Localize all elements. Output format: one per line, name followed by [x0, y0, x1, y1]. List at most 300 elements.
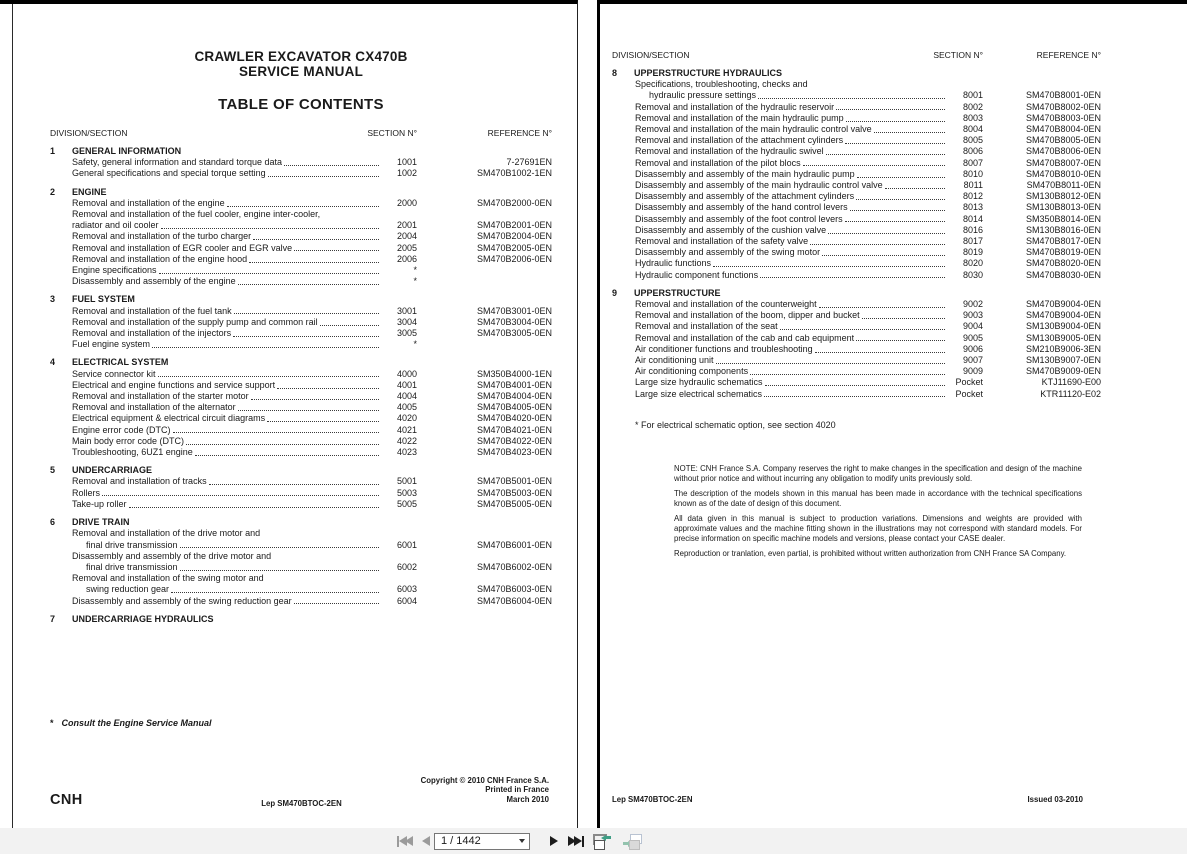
dot-leader [836, 109, 945, 110]
previous-view-button[interactable] [592, 833, 617, 850]
entry-title: hydraulic pressure settings [649, 90, 757, 101]
entry-reference-number: KTJ11690-E00 [1041, 377, 1101, 388]
entry-title: Rollers [72, 487, 101, 498]
entry-reference-number: SM470B2005-0EN [476, 242, 552, 253]
dot-leader [857, 177, 945, 178]
dot-leader [885, 188, 945, 189]
entry-section-number: 9005 [962, 332, 983, 343]
dot-leader [249, 262, 379, 263]
viewer-toolbar [0, 828, 1187, 854]
section-title: GENERAL INFORMATION [72, 146, 182, 156]
entry-section-number: * [413, 339, 417, 350]
entry-title: Removal and installation of EGR cooler and EGR valve [72, 242, 293, 253]
dot-leader [780, 329, 945, 330]
toc-entry [635, 247, 1101, 258]
entry-section-number: Pocket [955, 388, 983, 399]
dot-leader [320, 325, 379, 326]
entry-title: Disassembly and assembly of the swing motor [635, 247, 821, 258]
toc-entry [72, 328, 552, 339]
manual-title-line2: SERVICE MANUAL [238, 63, 364, 79]
toc-section [50, 465, 552, 510]
toc-entry [72, 220, 552, 231]
entry-reference-number: SM470B5003-0EN [476, 487, 552, 498]
entry-reference-number: SM470B4004-0EN [476, 391, 552, 402]
entry-reference-number: SM470B3004-0EN [476, 316, 552, 327]
entry-title: Disassembly and assembly of the swing reduction gear [72, 595, 292, 606]
entry-section-number: 2006 [396, 253, 417, 264]
entry-section-number: 8020 [962, 258, 983, 269]
toc-entry [635, 225, 1101, 236]
toc-entry [72, 402, 552, 413]
toc-entry [72, 380, 552, 391]
column-reference-label: REFERENCE N° [487, 128, 552, 138]
dot-leader [180, 547, 379, 548]
section-division-number: 8 [612, 68, 618, 78]
dot-leader [234, 313, 379, 314]
entry-reference-number: SM470B6003-0EN [476, 584, 552, 595]
toc-section [612, 68, 1101, 281]
entry-section-number: 8019 [962, 247, 983, 258]
footnote-asterisk: * [50, 718, 54, 728]
engine-manual-footnote: * Consult the Engine Service Manual [50, 718, 212, 728]
entry-reference-number: SM470B9004-0EN [1025, 310, 1101, 321]
entry-title: Take-up roller [72, 498, 127, 509]
dot-leader [874, 132, 945, 133]
copyright-line: Printed in France [485, 785, 549, 795]
last-page-icon [568, 836, 584, 847]
entry-section-number: 2001 [396, 220, 417, 231]
dot-leader [180, 570, 379, 571]
entry-section-number: 8014 [962, 213, 983, 224]
section-title: ENGINE [72, 186, 107, 197]
entry-section-number: 4021 [396, 424, 417, 435]
entry-title: Removal and installation of the hydraulic reservoir [635, 101, 835, 112]
toc-entry [635, 258, 1101, 269]
dot-leader [158, 376, 379, 377]
toc-heading: TABLE OF CONTENTS [218, 96, 384, 113]
entry-title: Removal and installation of the safety valve [635, 236, 809, 247]
entry-section-number: 8006 [962, 146, 983, 157]
toc-entry [72, 198, 552, 209]
entry-continued-title: Removal and installation of the fuel cooler, engine inter-cooler, [72, 209, 321, 220]
toc-entry [72, 168, 552, 179]
entry-section-number: 8005 [962, 135, 983, 146]
section-title: UPPERSTRUCTURE [634, 287, 721, 298]
first-page-button[interactable] [397, 836, 413, 847]
entry-continued-title: Removal and installation of the drive motor and [72, 528, 261, 539]
next-page-button[interactable] [550, 836, 558, 846]
dropdown-caret-icon [519, 839, 525, 843]
section-entries [72, 198, 552, 288]
column-header-row [612, 50, 1101, 61]
entry-section-number: 8010 [962, 168, 983, 179]
entry-reference-number: SM470B4022-0EN [476, 435, 552, 446]
dot-leader [129, 507, 379, 508]
entry-title: Removal and installation of the main hydraulic pump [635, 112, 844, 123]
entry-title: Removal and installation of the starter motor [72, 391, 249, 402]
dot-leader [173, 432, 379, 433]
section-division-number: 5 [50, 465, 56, 476]
toc-entry [72, 265, 552, 276]
entry-section-number: 8030 [962, 269, 983, 280]
entry-section-number: 8004 [962, 124, 983, 135]
toc-entry [72, 391, 552, 402]
toc-entry [635, 344, 1101, 355]
entry-reference-number: SM470B8003-0EN [1025, 112, 1101, 123]
entry-section-number: 6003 [396, 584, 417, 595]
section-title: FUEL SYSTEM [72, 294, 135, 305]
entry-title: Disassembly and assembly of the foot control levers [635, 213, 843, 224]
dot-leader [850, 210, 945, 211]
entry-reference-number: SM470B4020-0EN [476, 413, 552, 424]
toc-entry [72, 339, 552, 350]
dot-leader [803, 165, 945, 166]
dot-leader [713, 266, 945, 267]
footer-document-code-left: Lep SM470BTOC-2EN [261, 799, 342, 808]
entry-section-number: Pocket [955, 377, 983, 388]
entry-reference-number: SM470B5005-0EN [476, 498, 552, 509]
entry-section-number: 1002 [396, 168, 417, 179]
entry-title: Removal and installation of the attachment cylinders [635, 135, 844, 146]
entry-reference-number: SM470B8004-0EN [1025, 124, 1101, 135]
dot-leader [765, 385, 945, 386]
section-heading [50, 614, 552, 625]
dot-leader [233, 336, 379, 337]
dot-leader [819, 307, 945, 308]
column-division-label: DIVISION/SECTION [50, 128, 128, 138]
entry-title: final drive transmission [86, 561, 178, 572]
dot-leader [828, 233, 945, 234]
column-section-label: SECTION N° [367, 128, 417, 138]
toc-entry [635, 191, 1101, 202]
toc-entry [72, 231, 552, 242]
entry-reference-number: SM470B3001-0EN [476, 305, 552, 316]
entry-reference-number: SM470B8011-0EN [1026, 180, 1101, 191]
toc-entry [72, 436, 552, 447]
entry-reference-number: SM470B6004-0EN [476, 595, 552, 606]
dot-leader [238, 410, 379, 411]
section-division-number: 1 [50, 146, 56, 156]
entry-reference-number: SM130B8012-0EN [1025, 191, 1101, 202]
entry-continued-title: Disassembly and assembly of the drive motor and [72, 550, 272, 561]
entry-section-number: 4022 [396, 435, 417, 446]
entry-reference-number: SM470B8019-0EN [1025, 247, 1101, 258]
copyright-line: March 2010 [506, 794, 549, 804]
entry-section-number: 3001 [396, 305, 417, 316]
entry-section-number: 5001 [396, 476, 417, 487]
entry-section-number: 6004 [396, 595, 417, 606]
section-heading [612, 288, 1101, 299]
entry-reference-number: SM470B3005-0EN [476, 328, 552, 339]
column-header-row [50, 128, 552, 139]
entry-reference-number: SM470B6001-0EN [476, 539, 552, 550]
entry-reference-number: SM470B2006-0EN [476, 253, 552, 264]
entry-title: Disassembly and assembly of the cushion valve [635, 224, 827, 235]
entry-reference-number: SM350B4000-1EN [476, 368, 552, 379]
entry-section-number: 8016 [962, 224, 983, 235]
toc-entry [635, 169, 1101, 180]
previous-page-icon [422, 836, 430, 846]
legal-notes-block [674, 464, 1082, 559]
toc-section [50, 614, 552, 625]
entry-title: Removal and installation of the alternator [72, 402, 236, 413]
next-view-button[interactable] [623, 833, 642, 850]
first-page-icon [397, 836, 413, 847]
dot-leader [815, 352, 945, 353]
toc-section [612, 288, 1101, 400]
next-view-icon [623, 833, 642, 850]
entry-section-number: 6002 [396, 561, 417, 572]
entry-title: Fuel engine system [72, 339, 151, 350]
toc-entry [72, 369, 552, 380]
entry-title: Removal and installation of the boom, dipper and bucket [635, 310, 860, 321]
toc-entry [635, 366, 1101, 377]
entry-section-number: 2000 [396, 197, 417, 208]
entry-section-number: 8011 [963, 180, 983, 191]
dot-leader [159, 273, 379, 274]
toc-entry [72, 243, 552, 254]
entry-title: swing reduction gear [86, 584, 170, 595]
column-reference-label: REFERENCE N° [1036, 50, 1101, 60]
entry-section-number: 9004 [962, 321, 983, 332]
document-page-left [0, 0, 578, 832]
entry-reference-number: SM470B2004-0EN [476, 231, 552, 242]
toc-entry [635, 135, 1101, 146]
dot-leader [845, 221, 945, 222]
toc-entry [635, 270, 1101, 281]
entry-reference-number: SM470B8030-0EN [1025, 269, 1101, 280]
dot-leader [161, 228, 379, 229]
entry-title: Air conditioning components [635, 366, 749, 377]
dot-leader [845, 143, 945, 144]
entry-section-number: 9002 [962, 299, 983, 310]
entry-title: Safety, general information and standard torque data [72, 157, 282, 168]
entry-title: Large size hydraulic schematics [635, 377, 763, 388]
entry-reference-number: SM130B9007-0EN [1025, 355, 1101, 366]
entry-section-number: 5003 [396, 487, 417, 498]
entry-reference-number: SM130B9004-0EN [1025, 321, 1101, 332]
entry-reference-number: SM470B9004-0EN [1025, 299, 1101, 310]
manual-title-line1: CRAWLER EXCAVATOR CX470B [194, 49, 408, 64]
entry-title: Hydraulic functions [635, 258, 712, 269]
toc-entry [635, 377, 1101, 388]
section-entries [72, 369, 552, 459]
dot-leader [209, 484, 379, 485]
section-division-number: 4 [50, 357, 56, 368]
section-division-number: 3 [50, 294, 56, 305]
entry-title: Large size electrical schematics [635, 388, 763, 399]
dot-leader [764, 396, 945, 397]
last-page-button[interactable] [568, 836, 584, 847]
entry-section-number: 9007 [962, 355, 983, 366]
note-paragraph: All data given in this manual is subject to production variations. Dimensions and weights are provided with approximate values and the machine fitting shown in the illustrations may not correspond with standard models. For precise information on specific machine models and versions, please contact your CASE dealer. [674, 514, 1082, 543]
toc-section [50, 357, 552, 458]
entry-title: Removal and installation of the supply pump and common rail [72, 316, 318, 327]
entry-title: General specifications and special torque setting [72, 168, 266, 179]
entry-title: Removal and installation of the fuel tank [72, 305, 232, 316]
toc-entry [72, 317, 552, 328]
entry-reference-number: SM470B2001-0EN [476, 220, 552, 231]
entry-section-number: 9009 [962, 366, 983, 377]
entry-reference-number: SM470B2000-0EN [476, 197, 552, 208]
previous-view-icon [592, 833, 611, 850]
entry-section-number: 8007 [962, 157, 983, 168]
entry-section-number: 4023 [396, 447, 417, 458]
entry-title: Disassembly and assembly of the main hydraulic pump [635, 168, 855, 179]
dot-leader [846, 121, 945, 122]
toc-entry [72, 540, 552, 551]
dot-leader [195, 455, 379, 456]
entry-title: Removal and installation of the cab and cab equipment [635, 332, 855, 343]
entry-title: Disassembly and assembly of the main hydraulic control valve [635, 180, 883, 191]
toc-entry [635, 236, 1101, 247]
entry-section-number: * [413, 276, 417, 287]
entry-title: Main body error code (DTC) [72, 435, 185, 446]
entry-title: Electrical equipment & electrical circuit diagrams [72, 413, 266, 424]
entry-section-number: * [413, 265, 417, 276]
toc-entry [635, 202, 1101, 213]
page-number-combobox[interactable] [434, 833, 530, 850]
section-division-number: 7 [50, 613, 56, 624]
section-title: UPPERSTRUCTURE HYDRAULICS [634, 68, 783, 78]
entry-title: Engine error code (DTC) [72, 424, 171, 435]
entry-section-number: 2005 [396, 242, 417, 253]
toc-entry [635, 146, 1101, 157]
toc-section [50, 187, 552, 288]
entry-section-number: 4004 [396, 391, 417, 402]
footer-document-code-right: Lep SM470BTOC-2EN [612, 795, 693, 804]
entry-title: Removal and installation of the seat [635, 321, 778, 332]
entry-section-number: 9003 [962, 310, 983, 321]
dot-leader [716, 363, 945, 364]
dot-leader [251, 399, 379, 400]
entry-section-number: 8017 [962, 236, 983, 247]
dot-leader [253, 239, 379, 240]
section-title: DRIVE TRAIN [72, 517, 130, 528]
section-division-number: 9 [612, 287, 618, 298]
entry-reference-number: SM470B8017-0EN [1025, 236, 1101, 247]
footer-issued-date: Issued 03-2010 [1027, 795, 1083, 804]
column-division-label: DIVISION/SECTION [612, 50, 690, 60]
dot-leader [267, 421, 379, 422]
toc-section [50, 517, 552, 607]
toc-entry [635, 299, 1101, 310]
entry-reference-number: SM130B8016-0EN [1025, 224, 1101, 235]
entry-title: Removal and installation of the engine [72, 197, 225, 208]
entry-reference-number: SM470B1002-1EN [476, 168, 552, 179]
section-division-number: 6 [50, 517, 56, 528]
toc-entry [72, 425, 552, 436]
dot-leader [826, 154, 945, 155]
entry-title: Removal and installation of the pilot blocs [635, 157, 801, 168]
toc-section [50, 294, 552, 350]
entry-title: Removal and installation of the hydraulic swivel [635, 146, 824, 157]
entry-reference-number: SM470B5001-0EN [476, 476, 552, 487]
entry-section-number: 3005 [396, 328, 417, 339]
dot-leader [810, 244, 945, 245]
dot-leader [294, 250, 379, 251]
entry-title: Removal and installation of the turbo charger [72, 231, 252, 242]
toc-entry [72, 562, 552, 573]
dot-leader [284, 165, 379, 166]
dot-leader [238, 284, 379, 285]
entry-section-number: 8001 [962, 90, 983, 101]
entry-reference-number: SM130B9005-0EN [1025, 332, 1101, 343]
entry-reference-number: SM350B8014-0EN [1025, 213, 1101, 224]
entry-reference-number: SM470B8010-0EN [1025, 168, 1101, 179]
entry-continued-title: Specifications, troubleshooting, checks and [635, 79, 808, 90]
section-entries [635, 79, 1101, 281]
dot-leader [268, 176, 379, 177]
right-sections [612, 68, 1101, 400]
toc-entry [72, 476, 552, 487]
toc-entry [635, 113, 1101, 124]
toc-entry [72, 157, 552, 168]
note-paragraph: NOTE: CNH France S.A. Company reserves the right to make changes in the specification and design of the machine without prior notice and without incurring any obligation to modify units previously sold. [674, 463, 1082, 483]
dot-leader [856, 199, 945, 200]
entry-title: Electrical and engine functions and service support [72, 379, 276, 390]
section-entries [72, 476, 552, 510]
section-entries [635, 299, 1101, 400]
entry-title: Removal and installation of the injectors [72, 328, 232, 339]
entry-reference-number: SM470B4001-0EN [476, 379, 552, 390]
entry-title: final drive transmission [86, 539, 178, 550]
dot-leader [760, 277, 945, 278]
entry-reference-number: 7-27691EN [506, 157, 552, 168]
section-heading [50, 146, 552, 157]
dot-leader [862, 318, 945, 319]
entry-title: Hydraulic component functions [635, 269, 759, 280]
toc-entry [635, 158, 1101, 169]
note-paragraph: The description of the models shown in this manual has been made in accordance with the technical specifications known as of the date of design of this document. [674, 488, 1082, 508]
section-entries [72, 157, 552, 179]
entry-reference-number: SM470B8007-0EN [1025, 157, 1101, 168]
dot-leader [152, 347, 379, 348]
entry-reference-number: KTR11120-E02 [1040, 388, 1101, 399]
entry-reference-number: SM470B6002-0EN [476, 561, 552, 572]
note-paragraph: Reproduction or tranlation, even partial, is prohibited without written authorization from CNH France SA Company. [674, 548, 1067, 558]
section-division-number: 2 [50, 186, 56, 197]
section-heading [50, 465, 552, 476]
entry-section-number: 8002 [962, 101, 983, 112]
toc-entry [72, 499, 552, 510]
dot-leader [171, 592, 379, 593]
previous-page-button[interactable] [422, 836, 430, 846]
entry-reference-number: SM470B4023-0EN [476, 447, 552, 458]
cnh-logo-text: CNH [50, 792, 83, 808]
entry-section-number: 2004 [396, 231, 417, 242]
toc-entry [72, 413, 552, 424]
section-heading [50, 187, 552, 198]
copyright-block [421, 776, 549, 804]
copyright-line: Copyright © 2010 CNH France S.A. [420, 776, 549, 785]
entry-title: Removal and installation of tracks [72, 476, 207, 487]
dot-leader [186, 444, 379, 445]
page-number-value: 1 / 1442 [441, 835, 481, 847]
section-heading [50, 294, 552, 305]
entry-title: radiator and oil cooler [72, 220, 159, 231]
entry-section-number: 5005 [396, 498, 417, 509]
toc-entry [635, 355, 1101, 366]
toc-entry [72, 596, 552, 607]
toc-entry [635, 389, 1101, 400]
toc-entry [635, 102, 1101, 113]
toc-entry [635, 333, 1101, 344]
dot-leader [856, 340, 945, 341]
toc-entry [635, 214, 1101, 225]
entry-reference-number: SM470B8020-0EN [1025, 258, 1101, 269]
entry-reference-number: SM470B4005-0EN [476, 402, 552, 413]
